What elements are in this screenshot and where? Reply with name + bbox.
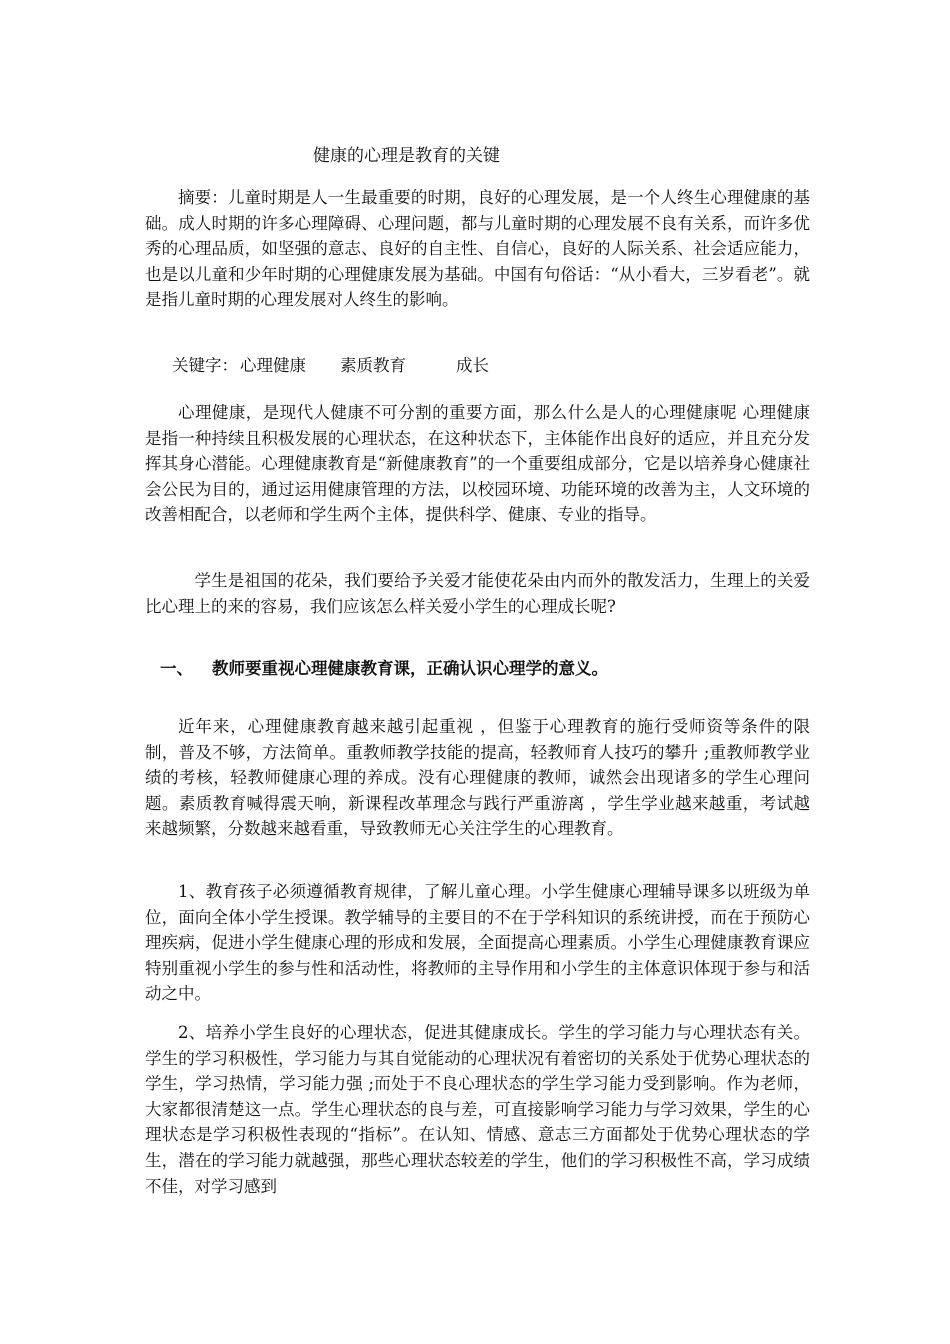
section-number: 一、 [160, 659, 193, 678]
section-heading [160, 657, 608, 681]
abstract-paragraph: 摘要：儿童时期是人一生最重要的时期，良好的心理发展，是一个人终生心理健康的基础。成人时期的许多心理障碍、心理问题，都与儿童时期的心理发展不良有关系，而许多优秀的心理品质，如坚强的意志、良好的自主性、自信心，良好的人际关系、社会适应能力，也是以儿童和少年时期的心理健康发展为基础。中国有句俗话：“从小看大，三岁看老”。就是指儿童时期的心理发展对人终生的影响。 [145, 188, 810, 310]
body-paragraph: 2、培养小学生良好的心理状态，促进其健康成长。学生的学习能力与心理状态有关。学生的学习积极性，学习能力与其自觉能动的心理状况有着密切的关系处于优势心理状态的学生，学习热情，学习能力强 ;而处于不良心理状态的学生学习能力受到影响。作为老师，大家都很清楚这一点。学生心理状态的良与差，可直接影响学习能力与学习效果，学生的心理状态是学习积极性表现的“指标”。在认知、情感、意志三方面都处于优势心理状态的学生，潜在的学习能力就越强，那些心理状态较差的学生，他们的学习积极性不高，学习成绩不佳，对学习感到 [145, 1023, 810, 1196]
body-paragraph: 1、教育孩子必须遵循教育规律，了解儿童心理。小学生健康心理辅导课多以班级为单位，面向全体小学生授课。教学辅导的主要目的不在于学科知识的系统讲授，而在于预防心理疾病，促进小学生健康心理的形成和发展，全面提高心理素质。小学生心理健康教育课应特别重视小学生的参与性和活动性，将教师的主导作用和小学生的主体意识体现于参与和活动之中。 [145, 882, 810, 1004]
document-title: 健康的心理是教育的关键 [313, 146, 500, 166]
keyword-item: 心理健康 [240, 356, 306, 375]
keywords-label: 关键字： [172, 356, 238, 375]
body-paragraph: 心理健康，是现代人健康不可分割的重要方面，那么什么是人的心理健康呢 心理健康是指一种持续且积极发展的心理状态，在这种状态下，主体能作出良好的适应，并且充分发挥其身心潜能。心理健康教育是“新健康教育”的一个重要组成部分，它是以培养身心健康社会公民为目的，通过运用健康管理的方法，以校园环境、功能环境的改善为主，人文环境的改善相配合，以老师和学生两个主体，提供科学、健康、专业的指导。 [145, 403, 810, 525]
section-title: 教师要重视心理健康教育课，正确认识心理学的意义。 [212, 659, 608, 678]
body-paragraph: 学生是祖国的花朵，我们要给予关爱才能使花朵由内而外的散发活力，生理上的关爱比心理上的来的容易，我们应该怎么样关爱小学生的心理成长呢? [145, 571, 810, 616]
keyword-item: 成长 [456, 356, 489, 375]
keyword-item: 素质教育 [340, 356, 406, 375]
keywords-line [172, 354, 489, 378]
body-paragraph: 近年来，心理健康教育越来越引起重视 ，但鉴于心理教育的施行受师资等条件的限制，普及不够，方法简单。重教师教学技能的提高，轻教师育人技巧的攀升 ;重教师教学业绩的考核，轻教师健康心理的养成。没有心理健康的教师，诚然会出现诸多的学生心理问题。素质教育喊得震天响，新课程改革理念与践行严重游离 ，学生学业越来越重，考试越来越频繁，分数越来越看重，导致教师无心关注学生的心理教育。 [145, 717, 810, 839]
